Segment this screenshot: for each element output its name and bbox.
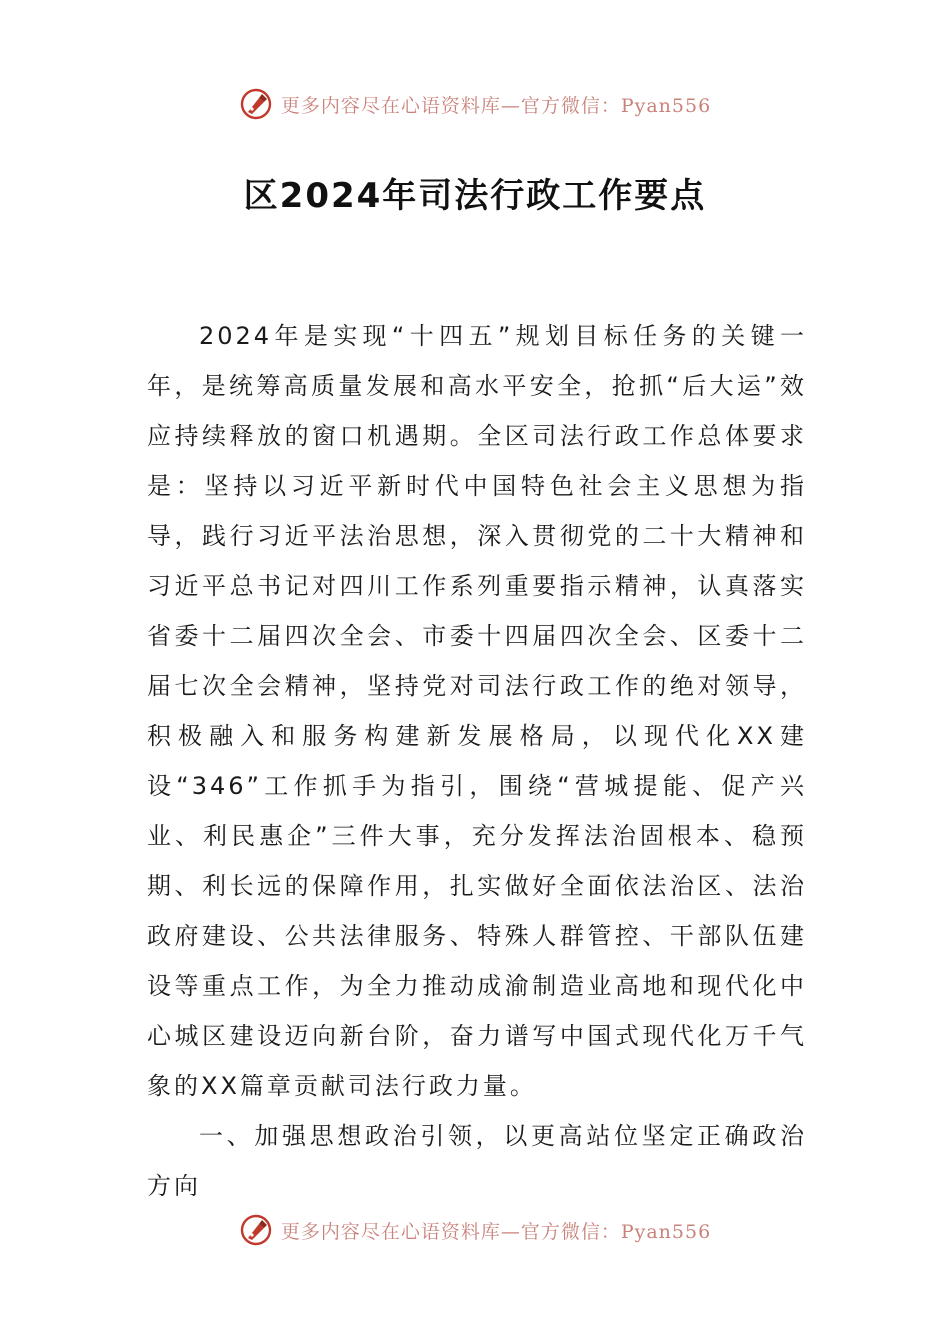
section-heading-1: 一、加强思想政治引领，以更高站位坚定正确政治方向	[147, 1122, 807, 1200]
pen-nib-logo-icon	[239, 1213, 273, 1247]
intro-paragraph: 2024年是实现“十四五”规划目标任务的关键一年，是统筹高质量发展和高水平安全，抢抓“后大运”效应持续释放的窗口机遇期。全区司法行政工作总体要求是：坚持以习近平新时代中国特色社会主义思想为指导，践行习近平法治思想，深入贯彻党的二十大精神和习近平总书记对四川工作系列重要指示精神，认真落实省委十二届四次全会、市委十四届四次全会、区委十二届七次全会精神，坚持党对司法行政工作的绝对领导，积极融入和服务构建新发展格局，以现代化XX建设“346”工作抓手为指引，围绕“营城提能、促产兴业、利民惠企”三件大事，充分发挥法治固根本、稳预期、利长远的保障作用，扎实做好全面依法治区、法治政府建设、公共法律服务、特殊人群管控、干部队伍建设等重点工作，为全力推动成渝制造业高地和现代化中心城区建设迈向新台阶，奋力谱写中国式现代化万千气象的XX篇章贡献司法行政力量。	[147, 322, 807, 1100]
watermark-text: 更多内容尽在心语资料库—官方微信：Pyan556	[280, 94, 712, 117]
footer-watermark-banner	[0, 1210, 950, 1250]
watermark-text: 更多内容尽在心语资料库—官方微信：Pyan556	[280, 1220, 712, 1243]
document-body	[147, 311, 807, 1211]
header-watermark-banner	[0, 84, 950, 124]
document-title: 区2024年司法行政工作要点	[243, 176, 707, 216]
pen-nib-logo-icon	[239, 87, 273, 121]
